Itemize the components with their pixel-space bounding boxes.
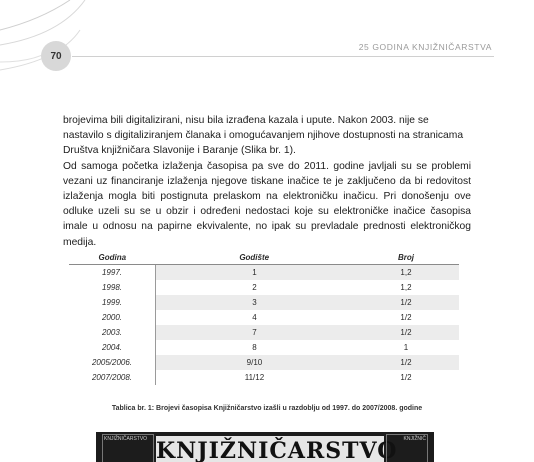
- header-rule: [72, 56, 494, 57]
- cell-broj: 1/2: [353, 325, 459, 340]
- cell-godina: 1999.: [101, 298, 123, 307]
- table-row: [69, 355, 459, 370]
- cell-godiste: 2: [156, 280, 353, 295]
- cell-godina: 2000.: [101, 313, 123, 322]
- column-header-broj: Broj: [353, 251, 459, 265]
- issues-table: [69, 251, 459, 385]
- table-row: [69, 370, 459, 385]
- cell-broj: 1/2: [353, 355, 459, 370]
- cell-godina: 1997.: [101, 268, 123, 277]
- decorative-swirl-lines: [0, 0, 534, 110]
- cell-godina: 2003.: [101, 328, 123, 337]
- table-row: [69, 340, 459, 355]
- cell-broj: 1/2: [353, 295, 459, 310]
- table-caption: Tablica br. 1: Brojevi časopisa Knjižničarstvo izašli u razdoblju od 1997. do 2007/2008. godine: [111, 405, 423, 412]
- column-header-godiste: Godište: [156, 251, 353, 265]
- cell-godiste: 9/10: [156, 355, 353, 370]
- cell-broj: 1: [403, 343, 409, 352]
- table-row: [69, 310, 459, 325]
- table-row: [69, 280, 459, 295]
- page-number: 70: [41, 41, 71, 71]
- table-row: [69, 295, 459, 310]
- column-header-godina: Godina: [69, 251, 156, 265]
- running-head: 25 GODINA KNJIŽNIČARSTVA: [358, 42, 492, 52]
- cell-godina: 2004.: [101, 343, 123, 352]
- cell-godina: 2007/2008.: [91, 373, 133, 382]
- cell-broj: 1,2: [400, 283, 412, 292]
- paragraph-1: brojevima bili digitalizirani, nisu bila izrađena kazala i upute. Nakon 2003. nije se nastavilo s digitaliziranjem članaka i omogućavanjem njihove dostupnosti na stranicama Društva knjižničara Slavonije i Baranje (Slika br. 1).: [63, 115, 464, 157]
- table-row: [69, 325, 459, 340]
- cell-godiste: 4: [156, 310, 353, 325]
- cell-broj: 1,2: [353, 265, 459, 281]
- cell-broj: 1/2: [400, 373, 412, 382]
- cell-godiste: 3: [156, 295, 353, 310]
- body-text: [63, 113, 471, 250]
- cell-godina: 1998.: [101, 283, 123, 292]
- cell-godiste: 8: [156, 340, 353, 355]
- cover-left-panel: KNJIŽNIČARSTVO: [102, 434, 154, 462]
- cover-right-panel: KNJIŽNIČ: [386, 434, 428, 462]
- cell-godina: 2005/2006.: [91, 358, 133, 367]
- table-row: [69, 265, 459, 281]
- cell-godiste: 11/12: [156, 370, 353, 385]
- cell-godiste: 1: [156, 265, 353, 281]
- cell-godiste: 7: [156, 325, 353, 340]
- paragraph-2: Od samoga početka izlaženja časopisa pa sve do 2011. godine javljali su se problemi vezani uz financiranje izlaženja njegove tiskane inačice te je zaključeno da bi redovitost izlaženja mogla biti postignuta prelaskom na elektroničku inačicu. Pri donošenju ove odluke uzeli su se u obzir i određeni nedostaci koje su elektroničke inačice časopisa imale u odnosu na papirne ekvivalente, no ipak su prevladale prednosti elektroničkog medija.: [63, 160, 471, 248]
- cover-masthead: KNJIŽNIČARSTVO: [156, 438, 398, 462]
- journal-cover-image: [96, 432, 434, 462]
- cell-broj: 1/2: [400, 313, 412, 322]
